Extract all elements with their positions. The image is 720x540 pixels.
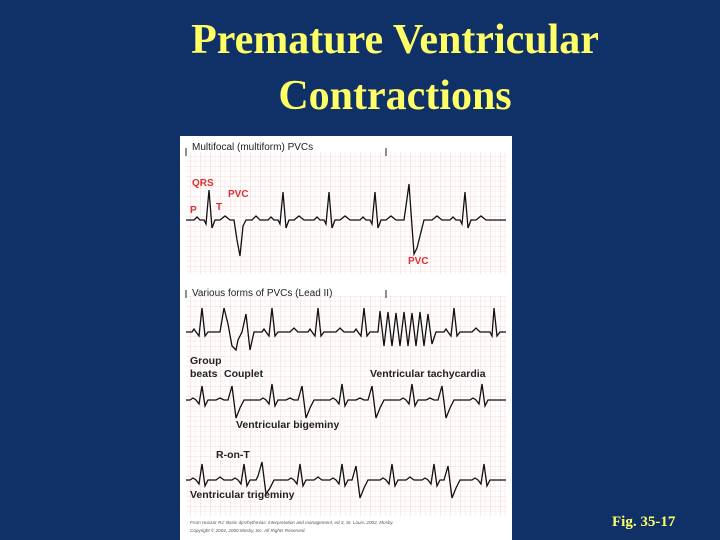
panel1-title: Multifocal (multiform) PVCs — [192, 142, 314, 153]
label-t: T — [216, 202, 223, 213]
label-r-on-t: R-on-T — [216, 449, 250, 461]
label-trigeminy: Ventricular trigeminy — [190, 489, 295, 501]
credit-source: From Huszar RJ: Basic dysrhythmias: interpretation and management, ed 3, St. Louis, 2002, Mosby. — [190, 520, 394, 525]
label-bigeminy: Ventricular bigeminy — [236, 419, 340, 431]
ecg-figure-svg — [180, 136, 512, 540]
panel1-grid — [186, 152, 506, 274]
label-group: Group — [190, 355, 222, 367]
label-pvc-bottom: PVC — [408, 256, 429, 267]
label-p: P — [190, 205, 197, 216]
label-vtach: Ventricular tachycardia — [370, 368, 486, 380]
figure-reference: Fig. 35-17 — [612, 514, 676, 530]
label-pvc-top: PVC — [228, 189, 249, 200]
slide-title-line-2: Contractions — [278, 73, 512, 119]
label-qrs: QRS — [192, 178, 214, 189]
label-couplet: Couplet — [224, 368, 264, 380]
credit-copyright: Copyright © 2004, 2000 Mosby, Inc. All Rights Reserved. — [190, 528, 306, 533]
panel2-title: Various forms of PVCs (Lead II) — [192, 288, 333, 299]
slide-title-line-1: Premature Ventricular — [191, 17, 599, 63]
ecg-figure — [180, 136, 512, 540]
label-beats: beats — [190, 368, 218, 380]
